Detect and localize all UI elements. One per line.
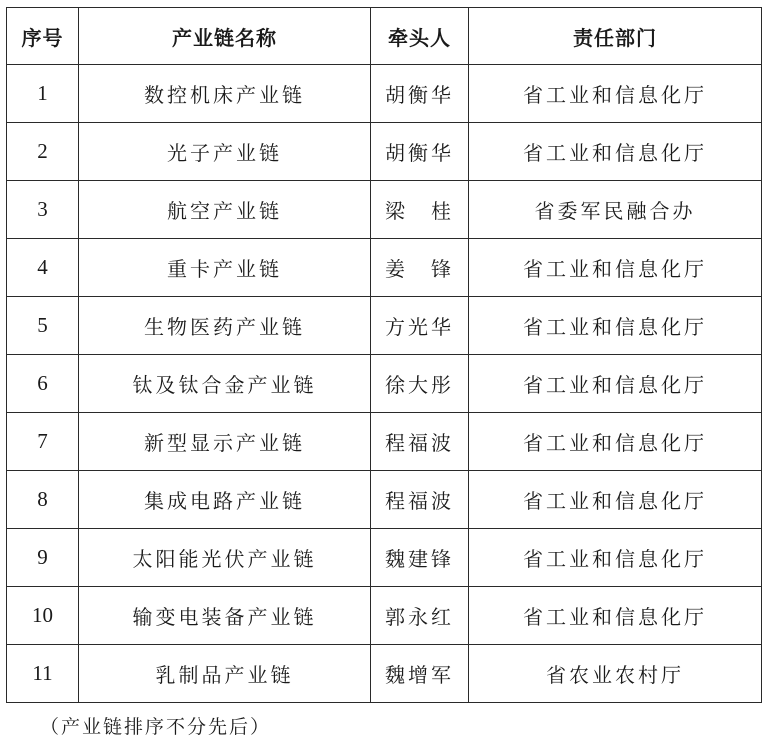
header-chain-name: 产业链名称 (79, 8, 371, 65)
table-header (7, 8, 762, 65)
cell-leader: 胡衡华 (371, 65, 469, 123)
cell-serial-number: 1 (7, 65, 79, 123)
cell-serial-number: 4 (7, 239, 79, 297)
table-body (7, 65, 762, 703)
cell-chain-name: 钛及钛合金产业链 (79, 355, 371, 413)
header-responsible-dept: 责任部门 (469, 8, 762, 65)
cell-responsible-dept: 省工业和信息化厅 (469, 123, 762, 181)
table-row (7, 65, 762, 123)
cell-serial-number: 11 (7, 645, 79, 703)
cell-responsible-dept: 省工业和信息化厅 (469, 471, 762, 529)
table-row (7, 587, 762, 645)
table-row (7, 181, 762, 239)
cell-responsible-dept: 省工业和信息化厅 (469, 355, 762, 413)
cell-responsible-dept: 省委军民融合办 (469, 181, 762, 239)
cell-leader: 梁 桂 (371, 181, 469, 239)
table-row (7, 471, 762, 529)
cell-chain-name: 数控机床产业链 (79, 65, 371, 123)
cell-serial-number: 8 (7, 471, 79, 529)
cell-chain-name: 重卡产业链 (79, 239, 371, 297)
cell-responsible-dept: 省工业和信息化厅 (469, 587, 762, 645)
cell-chain-name: 太阳能光伏产业链 (79, 529, 371, 587)
cell-chain-name: 集成电路产业链 (79, 471, 371, 529)
cell-chain-name: 新型显示产业链 (79, 413, 371, 471)
cell-leader: 魏增军 (371, 645, 469, 703)
cell-chain-name: 乳制品产业链 (79, 645, 371, 703)
cell-serial-number: 2 (7, 123, 79, 181)
cell-serial-number: 3 (7, 181, 79, 239)
table-row (7, 355, 762, 413)
cell-leader: 程福波 (371, 413, 469, 471)
table-row (7, 123, 762, 181)
header-row (7, 8, 762, 65)
table-row (7, 529, 762, 587)
cell-serial-number: 5 (7, 297, 79, 355)
cell-chain-name: 航空产业链 (79, 181, 371, 239)
cell-responsible-dept: 省工业和信息化厅 (469, 297, 762, 355)
cell-leader: 徐大彤 (371, 355, 469, 413)
cell-responsible-dept: 省工业和信息化厅 (469, 65, 762, 123)
table-row (7, 413, 762, 471)
cell-leader: 魏建锋 (371, 529, 469, 587)
cell-chain-name: 生物医药产业链 (79, 297, 371, 355)
header-leader: 牵头人 (371, 8, 469, 65)
header-serial-number: 序号 (7, 8, 79, 65)
cell-responsible-dept: 省农业农村厅 (469, 645, 762, 703)
cell-leader: 程福波 (371, 471, 469, 529)
table-row (7, 239, 762, 297)
table-footnote: （产业链排序不分先后） (40, 716, 272, 738)
cell-chain-name: 输变电装备产业链 (79, 587, 371, 645)
cell-leader: 姜 锋 (371, 239, 469, 297)
cell-responsible-dept: 省工业和信息化厅 (469, 239, 762, 297)
cell-serial-number: 7 (7, 413, 79, 471)
cell-leader: 胡衡华 (371, 123, 469, 181)
industry-chain-table (6, 7, 762, 703)
cell-serial-number: 6 (7, 355, 79, 413)
table-row (7, 645, 762, 703)
cell-responsible-dept: 省工业和信息化厅 (469, 413, 762, 471)
cell-serial-number: 10 (7, 587, 79, 645)
cell-responsible-dept: 省工业和信息化厅 (469, 529, 762, 587)
cell-serial-number: 9 (7, 529, 79, 587)
table-row (7, 297, 762, 355)
cell-leader: 方光华 (371, 297, 469, 355)
cell-leader: 郭永红 (371, 587, 469, 645)
cell-chain-name: 光子产业链 (79, 123, 371, 181)
